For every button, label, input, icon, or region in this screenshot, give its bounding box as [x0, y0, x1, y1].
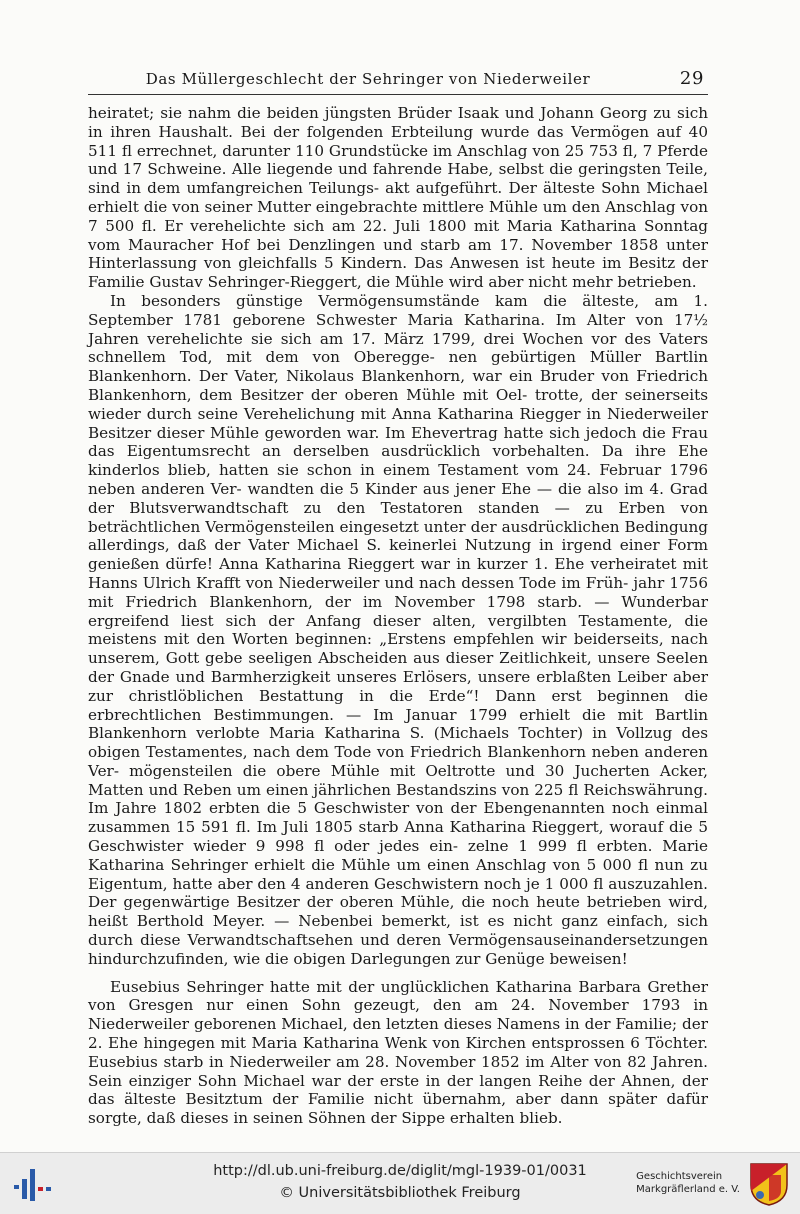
society-line-1: Geschichtsverein — [636, 1171, 723, 1182]
paragraph-3: Eusebius Sehringer hatte mit der unglücklichen Katharina Barbara Grether von Gresgen nur einen Sohn gezeugt, den am 24. November 1793 in Niederweiler geborenen Michael, den letzten dieses Namens in der Familie; der 2. Ehe hingegen mit Maria Katharina Wenk von Kirchen entsprossen 6 Töchter. Eusebius starb in Niederweiler am 28. November 1852 im Alter von 82 Jahren. Sein einziger Sohn Michael war der erste in der langen Reihe der Ahnen, der das älteste Besitztum der Familie nicht übernahm, aber dann später dafür sorgte, daß dieses in seinen Söhnen der Sippe erhalten blieb. — [88, 977, 708, 1128]
society-name — [636, 1170, 740, 1196]
society-line-2: Markgräflerland e. V. — [636, 1184, 740, 1195]
body-text — [88, 104, 708, 1128]
running-title: Das Müllergeschlecht der Sehringer von Niederweiler — [145, 70, 591, 88]
footer-url-link[interactable]: http://dl.ub.uni-freiburg.de/diglit/mgl-1939-01/0031 — [213, 1163, 587, 1179]
footer-copyright: © Universitätsbibliothek Freiburg — [279, 1185, 521, 1201]
paragraph-2: In besonders günstige Vermögensumstände kam die älteste, am 1. September 1781 geborene Schwester Maria Katharina. Im Alter von 17½ Jahren verehelichte sie sich am 17. März 1799, drei Wochen vor des Vaters schnellem Tod, mit dem von Oberegge- nen gebürtigen Müller Bartlin Blankenhorn. Der Vater, Nikolaus Blankenhorn, war ein Bruder von Friedrich Blankenhorn, dem Besitzer der oberen Mühle mit Oel- trotte, der seinerseits wieder durch seine Verehelichung mit Anna Katharina Riegger in Niederweiler Besitzer dieser Mühle geworden war. Im Ehevertrag hatte sich jedoch die Frau das Eigentumsrecht an derselben ausdrücklich vorbehalten. Da ihre Ehe kinderlos blieb, hatten sie schon in einem Testament vom 24. Februar 1796 neben anderen Ver- wandten die 5 Kinder aus jener Ehe — die also im 4. Grad der Blutsverwandtschaft zu den Testatoren standen — zu Erben von beträchtlichen Vermögensteilen eingesetzt unter der ausdrücklichen Bedingung allerdings, daß der Vater Michael S. keinerlei Nutzung in irgend einer Form genießen dürfe! Anna Katharina Rieggert war in kurzer 1. Ehe verheiratet mit Hanns Ulrich Krafft von Niederweiler und nach dessen Tode im Früh- jahr 1756 mit Friedrich Blankenhorn, der im November 1798 starb. — Wunderbar ergreifend liest sich der Anfang dieser alten, vergilbten Testamente, die meistens mit den Worten beginnen: „Erstens empfehlen wir beiderseits, nach unserem, Gott gebe seeligen Abscheiden aus dieser Zeitlichkeit, unsere Seelen der Gnade und Barmherzigkeit unseres Erlösers, unsere erblaßten Leiber aber zur christlöblichen Bestattung in die Erde“! Dann erst beginnen die erbrechtlichen Bestimmungen. — Im Januar 1799 erhielt die mit Bartlin Blankenhorn verlobte Maria Katharina S. (Michaels Tochter) in Vollzug des obigen Testamentes, nach dem Tode von Friedrich Blankenhorn neben anderen Ver- mögensteilen die obere Mühle mit Oeltrotte und 30 Jucherten Acker, Matten und Reben um einen jährlichen Bestandszins von 225 fl Reichswährung. Im Jahre 1802 erbten die 5 Geschwister von der Ebengenannten noch einmal zusammen 15 591 fl. Im Juli 1805 starb Anna Katharina Rieggert, worauf die 5 Geschwister wieder 9 998 fl oder jedes ein- zelne 1 999 fl erbten. Marie Katharina Sehringer erhielt die Mühle um einen Anschlag von 5 000 fl nun zu Eigentum, hatte aber den 4 anderen Geschwistern noch je 1 000 fl auszuzahlen. Der gegenwärtige Besitzer der oberen Mühle, die noch heute betrieben wird, heißt Berthold Meyer. — Nebenbei bemerkt, ist es nicht ganz einfach, sich durch diese Verwandtschaftsehen und deren Vermögensauseinandersetzungen hindurchzufinden, wie die obigen Darlegungen zur Genüge beweisen! — [88, 291, 708, 968]
footer-bar — [0, 1152, 800, 1214]
paragraph-1: heiratet; sie nahm die beiden jüngsten Brüder Isaak und Johann Georg zu sich in ihren Haushalt. Bei der folgenden Erbteilung wurde das Vermögen auf 40 511 fl errechnet, darunter 110 Grundstücke im Anschlag von 25 753 fl, 7 Pferde und 17 Schweine. Alle liegende und fahrende Habe, selbst die geringsten Teile, sind in dem umfangreichen Teilungs- akt aufgeführt. Der älteste Sohn Michael erhielt die von seiner Mutter eingebrachte mittlere Mühle um den Anschlag von 7 500 fl. Er verehelichte sich am 22. Juli 1800 mit Maria Katharina Sonntag vom Mauracher Hof bei Denzlingen und starb am 17. November 1858 unter Hinterlassung von gleichfalls 5 Kindern. Das Anwesen ist heute im Besitz der Familie Gustav Sehringer-Rieggert, die Mühle wird aber nicht mehr betrieben. — [88, 104, 708, 292]
coat-of-arms-icon — [748, 1161, 790, 1207]
running-head — [88, 68, 708, 95]
page-number: 29 — [679, 68, 704, 89]
